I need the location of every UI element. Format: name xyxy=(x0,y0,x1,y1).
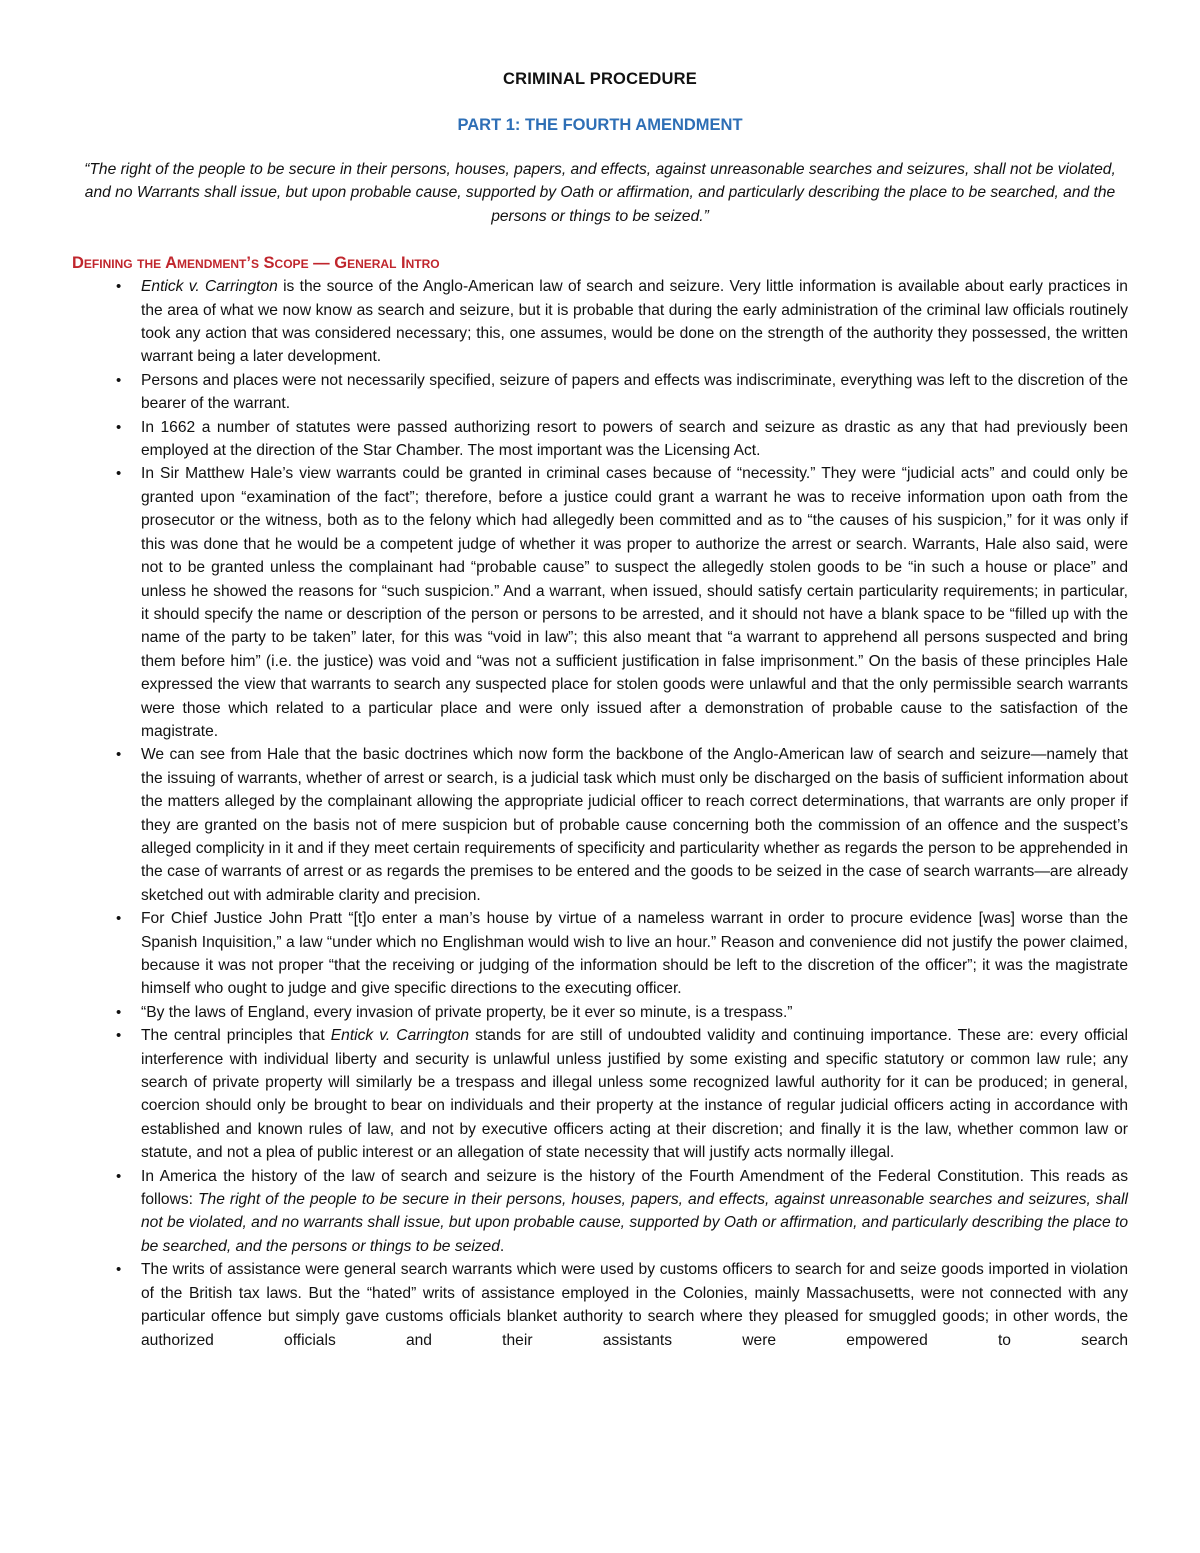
bullet-list xyxy=(72,275,1128,1352)
italic-text: The right of the people to be secure in their persons, houses, papers, and effects, against unreasonable searches and seizures, shall not be violated, and no warrants shall issue, but upon probable cause, supported by Oath or affirmation, and particularly describing the place to be searched, and the persons or things to be seized xyxy=(141,1191,1128,1255)
bullet-text: The writs of assistance were general search warrants which were used by customs officers to search for and seize goods imported in violation of the British tax laws. But the “hated” writs of assistance employed in the Colonies, mainly Massachusetts, were not connected with any particular offence but simply gave customs officials blanket authority to search where they pleased for smuggled goods; in other words, the authorized officials and their assistants were empowered to search xyxy=(141,1261,1128,1349)
bullet-item xyxy=(72,1001,1128,1024)
bullet-icon: • xyxy=(116,1003,122,1021)
epigraph-quote: “The right of the people to be secure in their persons, houses, papers, and effects, against unreasonable searches and seizures, shall not be violated, and no Warrants shall issue, but upon probable cause, supported by Oath or affirmation, and particularly describing the place to be searched, and the persons or things to be seized.” xyxy=(84,161,1116,225)
bullet-icon: • xyxy=(116,465,122,483)
bullet-item xyxy=(72,743,1128,907)
bullet-icon: • xyxy=(116,1027,122,1045)
bullet-text: In America the history of the law of search and seizure is the history of the Fourth Amendment of the Federal Constitution. This reads as follows: xyxy=(141,1167,1128,1209)
document-title: CRIMINAL PROCEDURE xyxy=(503,70,697,88)
bullet-icon: • xyxy=(116,371,122,389)
bullet-text: In 1662 a number of statutes were passed authorizing resort to powers of search and seizure as drastic as any that had previously been employed at the direction of the Star Chamber. The most important was the Licensing Act. xyxy=(141,418,1128,460)
italic-text: Entick v. Carrington xyxy=(330,1027,470,1045)
bullet-item xyxy=(72,275,1128,369)
bullet-text: The central principles that xyxy=(141,1027,331,1045)
bullet-item xyxy=(72,907,1128,1001)
bullet-text: For Chief Justice John Pratt “[t]o enter a man’s house by virtue of a nameless warrant in order to procure evidence [was] worse than the Spanish Inquisition,” a law “under which no Englishman would wish to live an hour.” Reason and convenience did not justify the power claimed, because it was not proper “that the receiving or judging of the information should be left to the discretion of the officer”; it was the magistrate himself who ought to judge and give specific directions to the executing officer. xyxy=(141,910,1128,998)
bullet-text: . xyxy=(499,1237,505,1255)
italic-text: Entick v. Carrington xyxy=(141,278,278,296)
bullet-text: We can see from Hale that the basic doctrines which now form the backbone of the Anglo-American law of search and seizure—namely that the issuing of warrants, whether of arrest or search, is a judicial task which must only be discharged on the basis of sufficient information about the matters alleged by the complainant allowing the appropriate judicial officer to reach correct determinations, that warrants are only proper if they are granted on the basis not of mere suspicion but of probable cause concerning both the commission of an offence and the suspect’s alleged complicity in it and if they meet certain requirements of specificity and particularity whether as regards the person to be apprehended in the case of warrants of arrest or as regards the premises to be entered and the goods to be seized in the case of search warrants—are already sketched out with admirable clarity and precision. xyxy=(141,746,1128,904)
bullet-item xyxy=(72,1165,1128,1259)
bullet-text: Persons and places were not necessarily specified, seizure of papers and effects was indiscriminate, everything was left to the discretion of the bearer of the warrant. xyxy=(141,371,1128,413)
bullet-icon: • xyxy=(116,1261,122,1279)
bullet-text: “By the laws of England, every invasion of private property, be it ever so minute, is a trespass.” xyxy=(141,1003,793,1021)
section-heading: Defining the Amendment’s Scope — General Intro xyxy=(72,254,440,273)
bullet-item xyxy=(72,1258,1128,1352)
bullet-item xyxy=(72,369,1128,416)
bullet-icon: • xyxy=(116,910,122,928)
bullet-icon: • xyxy=(116,1167,122,1185)
bullet-text: In Sir Matthew Hale’s view warrants could be granted in criminal cases because of “necessity.” They were “judicial acts” and could only be granted upon “examination of the fact”; therefore, before a justice could grant a warrant he was to receive information upon oath from the prosecutor or the witness, both as to the felony which had allegedly been committed and as to “the causes of his suspicion,” for it was only if this was done that he would be a competent judge of whether it was proper to authorize the arrest or search. Warrants, Hale also said, were not to be granted unless the complainant had “probable cause” to suspect the allegedly stolen goods to be “in such a house or place” and unless he showed the reasons for “such suspicion.” And a warrant, when issued, should satisfy certain particularity requirements; in particular, it should specify the name or description of the person or persons to be arrested, and it should not have a blank space to be “filled up with the name of the party to be taken” later, for this was “void in law”; this also meant that “a warrant to apprehend all persons suspected and bring them before him” (i.e. the justice) was void and “was not a sufficient justification in false imprisonment.” On the basis of these principles Hale expressed the view that warrants to search any suspected place for stolen goods were unlawful and that the only permissible search warrants were those which related to a particular place and were only issued after a demonstration of probable cause to the satisfaction of the magistrate. xyxy=(141,465,1128,740)
bullet-icon: • xyxy=(116,418,122,436)
bullet-item xyxy=(72,1024,1128,1164)
bullet-text: stands for are still of undoubted validity and continuing importance. These are: every official interference with individual liberty and security is unlawful unless justified by some existing and specific statutory or common law rule; any search of private property will similarly be a trespass and illegal unless some recognized lawful authority for it can be produced; in general, coercion should only be brought to bear on individuals and their property at the instance of regular judicial officers acting in accordance with established and known rules of law, and not by executive officers acting at their discretion; and finally it is the law, whether common law or statute, and not a plea of public interest or an allegation of state necessity that will justify acts normally illegal. xyxy=(141,1027,1128,1162)
bullet-text: is the source of the Anglo-American law of search and seizure. Very little information is available about early practices in the area of what we now know as search and seizure, but it is probable that during the early administration of the criminal law officials routinely took any action that was considered necessary; this, one assumes, would be done on the strength of the authority they possessed, the written warrant being a later development. xyxy=(141,278,1128,366)
part-title: PART 1: THE FOURTH AMENDMENT xyxy=(457,116,743,134)
bullet-item xyxy=(72,462,1128,743)
bullet-icon: • xyxy=(116,746,122,764)
bullet-item xyxy=(72,416,1128,463)
bullet-icon: • xyxy=(116,278,122,296)
